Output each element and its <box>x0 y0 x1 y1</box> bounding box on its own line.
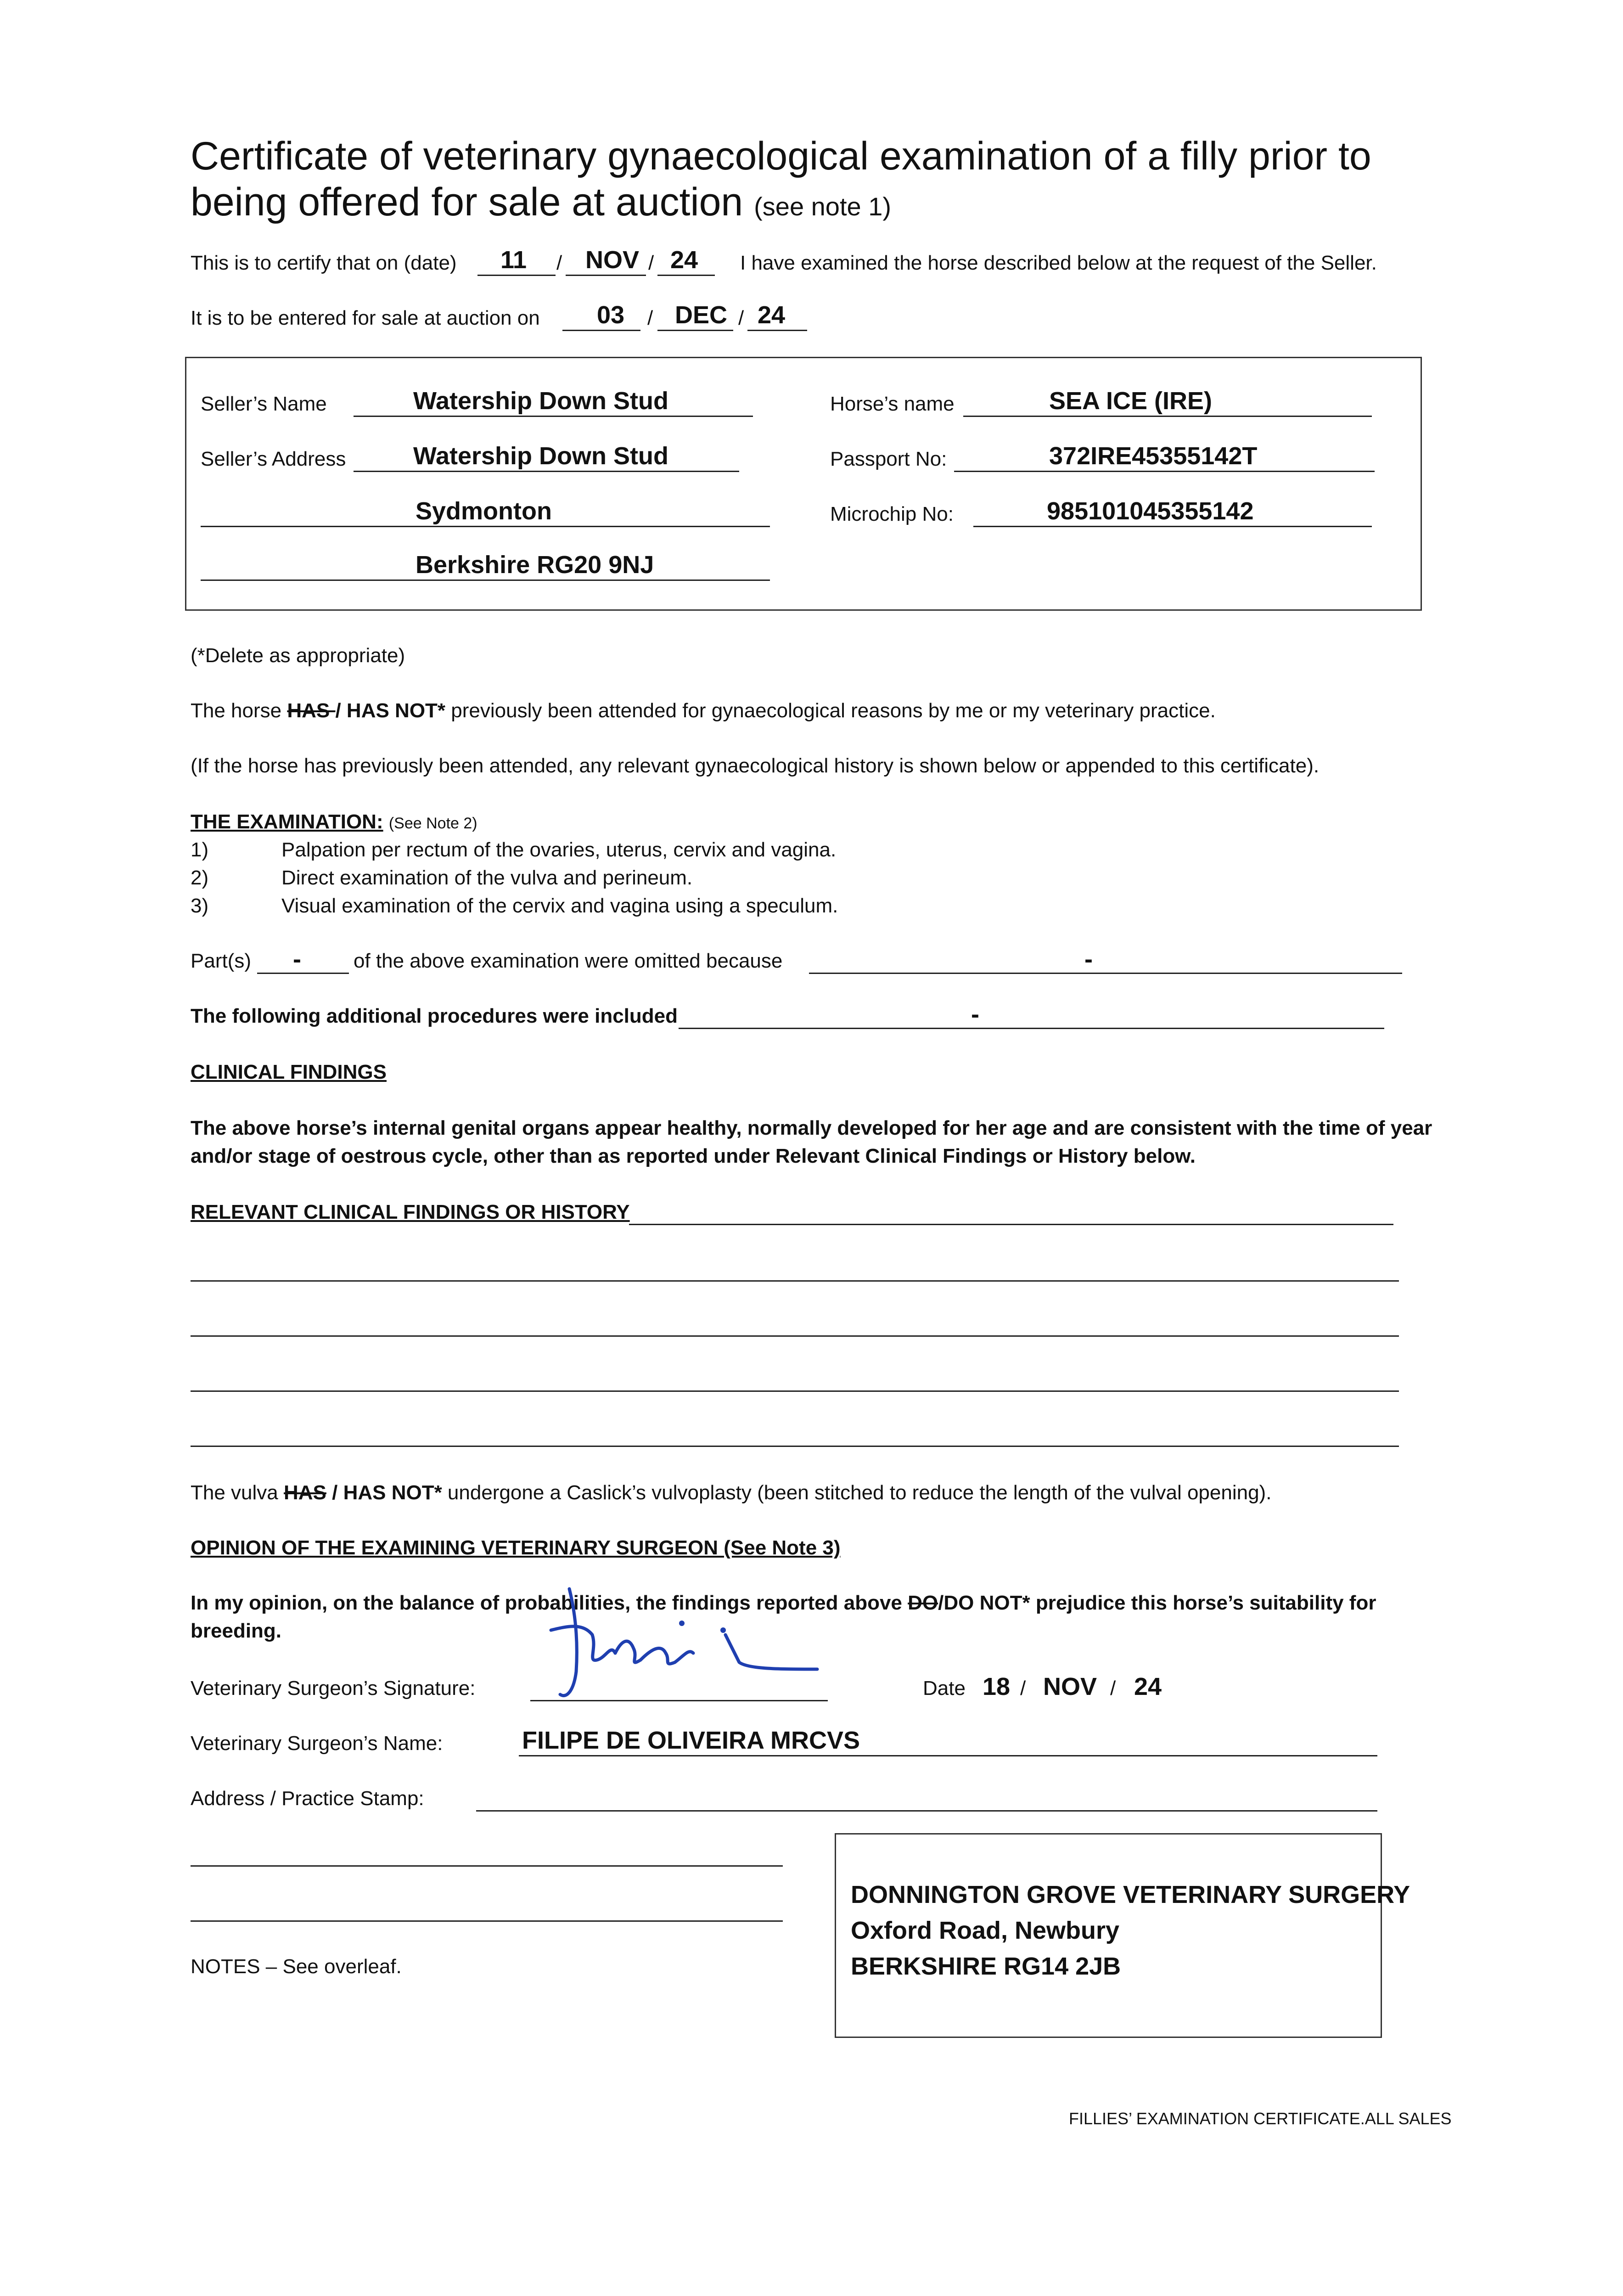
auction-month: DEC <box>675 301 728 329</box>
document-title-line2 <box>191 179 891 230</box>
exam-item-2-text: Direct examination of the vulva and perineum. <box>281 867 693 889</box>
passport-number: 372IRE45355142T <box>1049 442 1258 470</box>
footer-label: FILLIES’ EXAMINATION CERTIFICATE.ALL SALES <box>1069 2109 1452 2128</box>
microchip-label: Microchip No: <box>830 503 954 525</box>
vulva-has-struck: HAS <box>283 1481 326 1504</box>
clinical-findings-line2: and/or stage of oestrous cycle, other than as reported under Relevant Clinical Findings or History below. <box>191 1145 1196 1167</box>
opinion-line2: breeding. <box>191 1620 282 1642</box>
clinical-findings-heading: CLINICAL FINDINGS <box>191 1061 387 1083</box>
clinical-findings-line1: The above horse’s internal genital organs appear healthy, normally developed for her age and are consistent with the time of year <box>191 1117 1432 1139</box>
exam-item-2-num: 2) <box>191 867 209 889</box>
horse-name-label: Horse’s name <box>830 393 955 415</box>
opinion-line1: In my opinion, on the balance of probabilities, the findings reported above DO/DO NOT* prejudice this horse’s suitability for <box>191 1592 1376 1614</box>
signature-date-year: 24 <box>1134 1673 1162 1700</box>
signature-label: Veterinary Surgeon’s Signature: <box>191 1677 476 1699</box>
vulva-statement: The vulva HAS / HAS NOT* undergone a Caslick’s vulvoplasty (been stitched to reduce the length of the vulval opening). <box>191 1481 1272 1504</box>
passport-label: Passport No: <box>830 448 947 470</box>
document-title-text: being offered for sale at auction <box>191 180 743 224</box>
vulva-has-not: / HAS NOT* <box>326 1481 442 1504</box>
seller-name: Watership Down Stud <box>413 387 668 415</box>
examination-heading: THE EXAMINATION: (See Note 2) <box>191 810 477 833</box>
certify-day: 11 <box>500 246 527 274</box>
signature-date-day: 18 <box>983 1673 1011 1700</box>
relevant-findings-heading: RELEVANT CLINICAL FINDINGS OR HISTORY <box>191 1201 630 1223</box>
stamp-line3: BERKSHIRE RG14 2JB <box>851 1953 1121 1980</box>
certify-month: NOV <box>585 246 640 274</box>
additional-procedures-label: The following additional procedures were included <box>191 1005 678 1027</box>
auction-prefix: It is to be entered for sale at auction on <box>191 307 540 329</box>
omitted-reason: - <box>1084 945 1093 973</box>
seller-name-label: Seller’s Name <box>201 393 327 415</box>
stamp-line1: DONNINGTON GROVE VETERINARY SURGERY <box>851 1881 1410 1908</box>
exam-item-3-num: 3) <box>191 895 209 917</box>
attended-has-not: / HAS NOT* <box>335 699 446 722</box>
surgeon-name-label: Veterinary Surgeon’s Name: <box>191 1732 443 1755</box>
stamp-line2: Oxford Road, Newbury <box>851 1917 1120 1944</box>
opinion-heading: OPINION OF THE EXAMINING VETERINARY SURGEON (See Note 3) <box>191 1536 841 1559</box>
horse-name: SEA ICE (IRE) <box>1049 387 1213 415</box>
practice-stamp-label: Address / Practice Stamp: <box>191 1787 424 1810</box>
horse-details-box <box>185 357 1422 611</box>
microchip-number: 985101045355142 <box>1047 497 1254 525</box>
opinion-do-struck: DO <box>908 1592 938 1614</box>
surgeon-name: FILIPE DE OLIVEIRA MRCVS <box>522 1727 860 1754</box>
omitted-parts: - <box>293 945 301 973</box>
attended-statement: The horse HAS / HAS NOT* previously been attended for gynaecological reasons by me or my veterinary practice. <box>191 699 1216 722</box>
signature-date-month: NOV <box>1043 1673 1097 1700</box>
omitted-prefix: Part(s) <box>191 950 251 972</box>
exam-item-1-text: Palpation per rectum of the ovaries, uterus, cervix and vagina. <box>281 838 837 861</box>
seller-address-label: Seller’s Address <box>201 448 346 470</box>
auction-day: 03 <box>597 301 625 329</box>
title-note: (see note 1) <box>754 192 891 221</box>
certify-suffix: I have examined the horse described below at the request of the Seller. <box>740 252 1377 274</box>
signature-date-label: Date <box>923 1677 966 1699</box>
document-title-line1: Certificate of veterinary gynaecological examination of a filly prior to <box>191 134 1371 178</box>
exam-item-1-num: 1) <box>191 838 209 861</box>
history-note: (If the horse has previously been attended, any relevant gynaecological history is shown below or appended to this certificate). <box>191 754 1320 777</box>
delete-note: (*Delete as appropriate) <box>191 644 405 667</box>
seller-address-line2: Sydmonton <box>416 497 552 525</box>
seller-address-line3: Berkshire RG20 9NJ <box>416 551 654 579</box>
exam-item-3-text: Visual examination of the cervix and vagina using a speculum. <box>281 895 838 917</box>
auction-year: 24 <box>758 301 786 329</box>
seller-address-line1: Watership Down Stud <box>413 442 668 470</box>
notes-reference: NOTES – See overleaf. <box>191 1955 402 1978</box>
certify-prefix: This is to certify that on (date) <box>191 252 457 274</box>
additional-procedures-value: - <box>971 1001 979 1028</box>
attended-has-struck: HAS <box>287 699 336 722</box>
certify-year: 24 <box>670 246 698 274</box>
omitted-middle: of the above examination were omitted because <box>354 950 783 972</box>
